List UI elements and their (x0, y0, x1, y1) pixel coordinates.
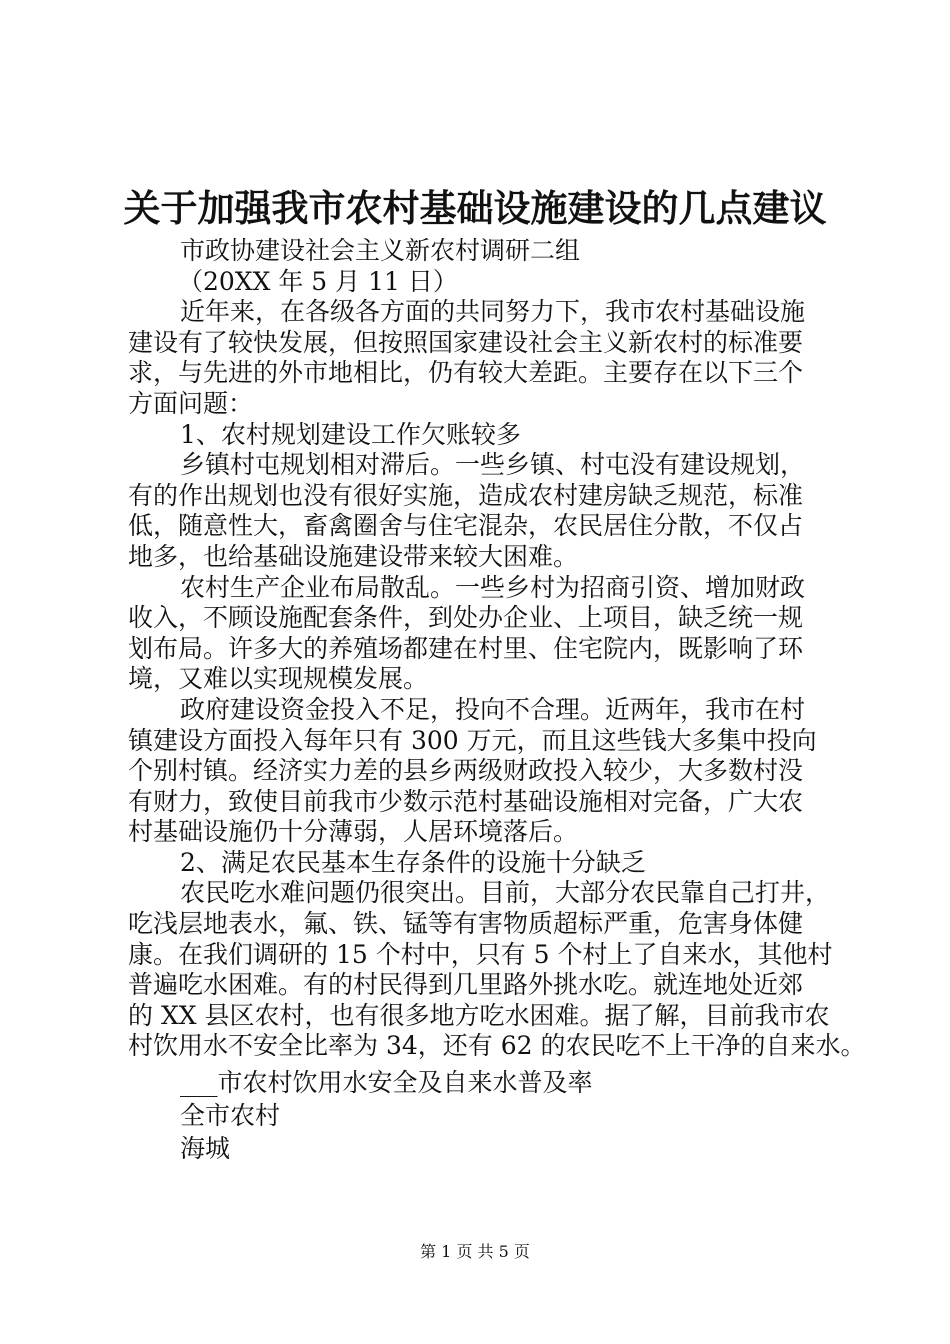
date-line: （20XX 年 5 月 11 日） (178, 266, 458, 296)
paragraph-line: 村基础设施仍十分薄弱，人居环境落后。 (128, 817, 579, 847)
paragraph-line: 村饮用水不安全比率为 34，还有 62 的农民吃不上干净的自来水。 (128, 1031, 866, 1061)
paragraph-line: 吃浅层地表水，氟、铁、锰等有害物质超标严重，危害身体健 (128, 909, 804, 939)
paragraph-line: 求，与先进的外市地相比，仍有较大差距。主要存在以下三个 (128, 358, 804, 388)
paragraph-line: 低，随意性大，畜禽圈舍与住宅混杂，农民居住分散，不仅占 (128, 511, 804, 541)
paragraph-line: 收入，不顾设施配套条件，到处办企业、上项目，缺乏统一规 (128, 603, 804, 633)
paragraph-line: 近年来，在各级各方面的共同努力下，我市农村基础设施 (180, 297, 806, 327)
paragraph-line: 康。在我们调研的 15 个村中，只有 5 个村上了自来水，其他村 (128, 939, 833, 969)
paragraph-line: 农村生产企业布局散乱。一些乡村为招商引资、增加财政 (180, 572, 806, 602)
table-row-label: 全市农村 (180, 1101, 281, 1130)
section-heading: 2、满足农民基本生存条件的设施十分缺乏 (180, 847, 646, 877)
paragraph-line: 有财力，致使目前我市少数示范村基础设施相对完备，广大农 (128, 786, 804, 816)
paragraph-line: 地多，也给基础设施建设带来较大困难。 (128, 541, 579, 571)
paragraph-line: 政府建设资金投入不足，投向不合理。近两年，我市在村 (180, 694, 806, 724)
table-row-label: 海城 (180, 1134, 231, 1163)
author-line: 市政协建设社会主义新农村调研二组 (180, 236, 581, 265)
paragraph-line: 建设有了较快发展，但按照国家建设社会主义新农村的标准要 (128, 327, 804, 357)
table-fragment (180, 1066, 593, 1165)
paragraph-line: 境，又难以实现规模发展。 (128, 664, 429, 694)
paragraph-line: 个别村镇。经济实力差的县乡两级财政投入较少，大多数村没 (128, 756, 804, 786)
paragraph-line: 划布局。许多大的养殖场都建在村里、住宅院内，既影响了环 (128, 633, 804, 663)
table-caption: ___市农村饮用水安全及自来水普及率 (180, 1068, 593, 1097)
page-footer: 第 1 页 共 5 页 (420, 1242, 530, 1261)
paragraph-line: 农民吃水难问题仍很突出。目前，大部分农民靠自己打井， (180, 878, 831, 908)
paragraph-line: 普遍吃水困难。有的村民得到几里路外挑水吃。就连地处近郊 (128, 970, 804, 1000)
paragraph-line: 乡镇村屯规划相对滞后。一些乡镇、村屯没有建设规划， (180, 450, 806, 480)
section-heading: 1、农村规划建设工作欠账较多 (180, 419, 521, 449)
paragraph-line: 方面问题： (128, 388, 254, 418)
page-title: 关于加强我市农村基础设施建设的几点建议 (123, 186, 827, 230)
paragraph-line: 有的作出规划也没有很好实施，造成农村建房缺乏规范，标准 (128, 480, 804, 510)
document-body (128, 236, 866, 1062)
paragraph-line: 的 XX 县区农村，也有很多地方吃水困难。据了解，目前我市农 (128, 1000, 830, 1030)
paragraph-line: 镇建设方面投入每年只有 300 万元，而且这些钱大多集中投向 (128, 725, 817, 755)
